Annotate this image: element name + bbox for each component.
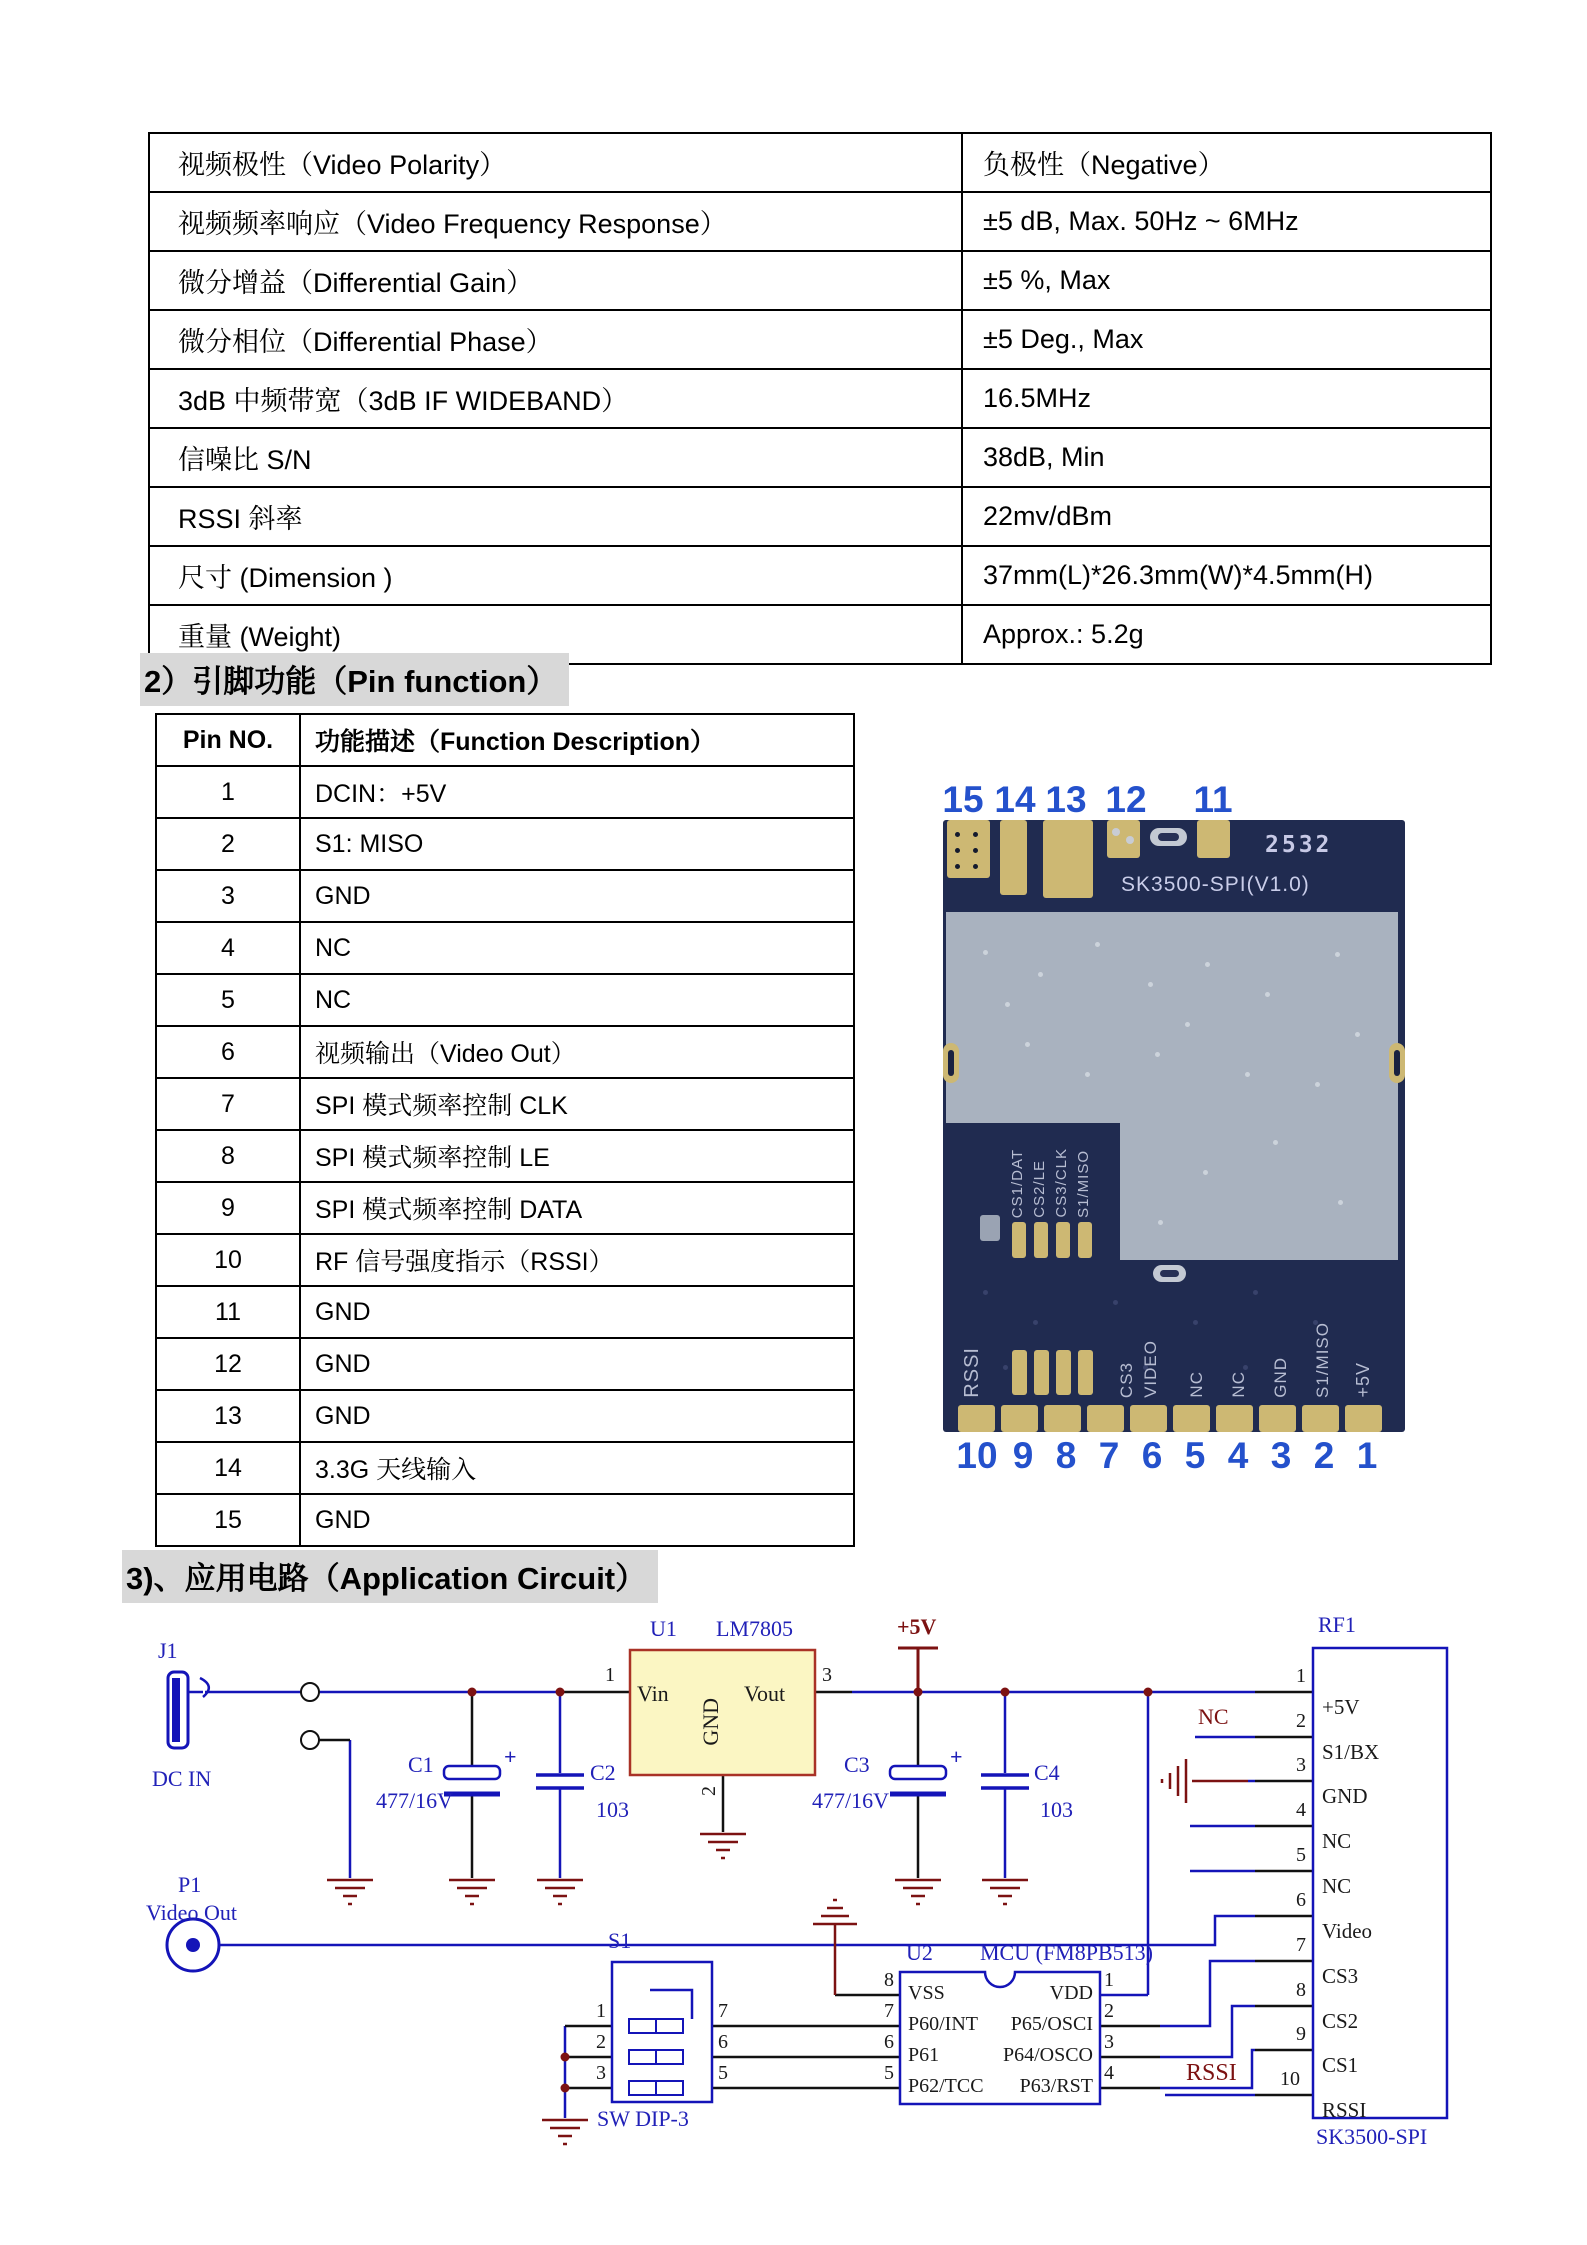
pcb-pin-number: 9 (1012, 1435, 1034, 1476)
u2-part-number: MCU (FM8PB513) (980, 1940, 1153, 1965)
u1-gnd-label: GND (698, 1698, 723, 1746)
pcb-pin-number: 14 (994, 779, 1036, 820)
rf1-pin-label: Video (1322, 1919, 1373, 1943)
c3-polarity: + (950, 1744, 963, 1769)
u2-pin-number: 5 (884, 2062, 894, 2084)
pcb-mid-pad-label: CS2/LE (1031, 1160, 1048, 1218)
pcb-pin-number: 5 (1184, 1435, 1206, 1476)
rf1-pin-label: CS1 (1322, 2053, 1359, 2077)
pcb-pad-label: CS3 (1117, 1361, 1136, 1398)
pin-desc: NC (300, 974, 854, 1026)
pin-no: 12 (156, 1338, 300, 1390)
c3-symbol (890, 1766, 946, 1794)
pcb-pin-number: 2 (1313, 1435, 1335, 1476)
pcb-pin-number: 4 (1227, 1435, 1249, 1476)
rf1-pin-label: GND (1322, 1784, 1368, 1808)
pcb-pad-label: NC (1187, 1371, 1206, 1398)
pin-no: 3 (156, 870, 300, 922)
pin-no: 13 (156, 1390, 300, 1442)
spec-name: RSSI 斜率 (149, 487, 962, 546)
c3-refdes: C3 (844, 1752, 870, 1777)
u2-pin-label: P61 (908, 2044, 940, 2066)
desc-col-header: 功能描述（Function Description） (300, 714, 854, 766)
rf1-pin-number: 6 (1296, 1889, 1306, 1911)
spec-value: 22mv/dBm (962, 487, 1491, 546)
u1-pin3-number: 3 (822, 1664, 832, 1686)
terminal-circle (301, 1731, 319, 1749)
pcb-pin-number: 1 (1356, 1435, 1378, 1476)
s1-part-label: SW DIP-3 (597, 2106, 689, 2131)
pcb-pin-number: 6 (1141, 1435, 1163, 1476)
pcb-mid-pad-label: S1/MISO (1075, 1150, 1092, 1218)
j1-refdes: J1 (158, 1638, 178, 1663)
pin-desc: SPI 模式频率控制 CLK (300, 1078, 854, 1130)
c1-refdes: C1 (408, 1752, 434, 1777)
pcb-mid-pad-label: CS1/DAT (1009, 1148, 1026, 1218)
pcb-pad-label: VIDEO (1141, 1340, 1160, 1398)
spec-name: 3dB 中频带宽（3dB IF WIDEBAND） (149, 369, 962, 428)
pin-desc: RF 信号强度指示（RSSI） (300, 1234, 854, 1286)
rf1-pin-number: 7 (1296, 1934, 1306, 1956)
spec-name: 重量 (Weight) (149, 605, 962, 664)
spec-name: 信噪比 S/N (149, 428, 962, 487)
pcb-pad-label: RSSI (961, 1347, 983, 1398)
pin-desc: NC (300, 922, 854, 974)
pin-desc: S1: MISO (300, 818, 854, 870)
pin-no: 2 (156, 818, 300, 870)
pin-no: 7 (156, 1078, 300, 1130)
pcb-silkscreen-title: SK3500-SPI(V1.0) (1121, 873, 1310, 896)
u1-vout-label: Vout (744, 1681, 786, 1706)
pcb-pin-number: 12 (1105, 779, 1147, 820)
pcb-pad-label: +5V (1353, 1362, 1373, 1398)
rf1-pin-label: NC (1322, 1829, 1352, 1853)
pcb-pad-label: S1/MISO (1313, 1322, 1332, 1398)
rf1-refdes: RF1 (1318, 1612, 1356, 1637)
pin-no: 15 (156, 1494, 300, 1546)
pcb-silkscreen-code: 2532 (1265, 832, 1333, 858)
pin-no: 10 (156, 1234, 300, 1286)
section-heading-application-circuit: 3)、应用电路（Application Circuit） (122, 1550, 658, 1603)
pin-no: 9 (156, 1182, 300, 1234)
spec-value: 16.5MHz (962, 369, 1491, 428)
spec-value: Approx.: 5.2g (962, 605, 1491, 664)
pin-col-header: Pin NO. (156, 714, 300, 766)
s1-pin-number: 2 (596, 2031, 606, 2053)
u2-pin-number: 6 (884, 2031, 894, 2053)
spec-name: 视频频率响应（Video Frequency Response） (149, 192, 962, 251)
c2-value: 103 (596, 1797, 629, 1822)
pin-no: 8 (156, 1130, 300, 1182)
spec-value: 38dB, Min (962, 428, 1491, 487)
vcc-symbol (898, 1648, 938, 1692)
dc-in-label: DC IN (152, 1766, 212, 1791)
rf1-pin-number: 1 (1296, 1665, 1306, 1687)
pin-desc: 视频输出（Video Out） (300, 1026, 854, 1078)
rf1-pin-number: 2 (1296, 1710, 1306, 1732)
spec-name: 尺寸 (Dimension ) (149, 546, 962, 605)
spec-value: 负极性（Negative） (962, 133, 1491, 192)
pcb-pin-number: 3 (1270, 1435, 1292, 1476)
rf1-pin-number: 10 (1280, 2068, 1300, 2090)
pin-no: 14 (156, 1442, 300, 1494)
u1-pin1-number: 1 (605, 1664, 615, 1686)
spec-name: 微分相位（Differential Phase） (149, 310, 962, 369)
s1-pin-number: 7 (718, 2000, 728, 2022)
u2-pin-label: P64/OSCO (1002, 2044, 1093, 2066)
u2-pin-number: 3 (1104, 2031, 1114, 2053)
rf1-pin-label: S1/BX (1322, 1740, 1380, 1764)
u2-pin-number: 1 (1104, 1969, 1114, 1991)
u2-refdes: U2 (906, 1940, 933, 1965)
u2-pin-number: 2 (1104, 2000, 1114, 2022)
c4-symbol (981, 1775, 1029, 1788)
rf1-pin-label: NC (1322, 1874, 1352, 1898)
pin-no: 4 (156, 922, 300, 974)
pin-desc: GND (300, 1338, 854, 1390)
u2-pin-label: P65/OSCI (1010, 2013, 1093, 2035)
pin-no: 1 (156, 766, 300, 818)
spec-name: 视频极性（Video Polarity） (149, 133, 962, 192)
spec-value: 37mm(L)*26.3mm(W)*4.5mm(H) (962, 546, 1491, 605)
u2-pin-label: P62/TCC (908, 2075, 984, 2097)
terminal-circle (301, 1683, 319, 1701)
pcb-pin-number: 7 (1098, 1435, 1120, 1476)
u2-pin-number: 7 (884, 2000, 894, 2022)
pcb-pin-number: 8 (1055, 1435, 1077, 1476)
pin-desc: SPI 模式频率控制 LE (300, 1130, 854, 1182)
pcb-pin-number: 10 (956, 1435, 998, 1476)
pin-desc: GND (300, 1286, 854, 1338)
u2-pin-label: VSS (908, 1982, 945, 2004)
c4-refdes: C4 (1034, 1760, 1060, 1785)
video-out-label: Video Out (146, 1900, 237, 1925)
u2-pin-label: VDD (1049, 1982, 1093, 2004)
section-heading-pin-function: 2）引脚功能（Pin function） (140, 653, 569, 706)
rf1-pin-number: 5 (1296, 1844, 1306, 1866)
u1-pin2-number: 2 (698, 1786, 720, 1796)
pin-desc: GND (300, 870, 854, 922)
c1-polarity: + (504, 1744, 517, 1769)
pcb-pad-label: NC (1229, 1371, 1248, 1398)
rssi-net-label: RSSI (1186, 2060, 1237, 2086)
u2-pin-number: 8 (884, 1969, 894, 1991)
spec-value: ±5 %, Max (962, 251, 1491, 310)
pin-no: 6 (156, 1026, 300, 1078)
s1-symbol (612, 1962, 712, 2102)
vcc-label: +5V (897, 1614, 937, 1639)
rf1-pin-label: CS2 (1322, 2009, 1359, 2033)
pcb-pad-label: GND (1271, 1357, 1290, 1398)
u1-part-number: LM7805 (716, 1616, 793, 1641)
s1-pin-number: 3 (596, 2062, 606, 2084)
pcb-pin-number: 11 (1193, 779, 1233, 820)
j1-symbol (168, 1672, 188, 1748)
c2-refdes: C2 (590, 1760, 616, 1785)
rf1-pin-number: 3 (1296, 1754, 1306, 1776)
spec-name: 微分增益（Differential Gain） (149, 251, 962, 310)
pcb-pin-number: 13 (1045, 779, 1087, 820)
pin-desc: 3.3G 天线输入 (300, 1442, 854, 1494)
rf1-pin-label: CS3 (1322, 1964, 1359, 1988)
rf1-pin-number: 9 (1296, 2023, 1306, 2045)
u2-pin-label: P60/INT (908, 2013, 978, 2035)
pin-desc: SPI 模式频率控制 DATA (300, 1182, 854, 1234)
pin-desc: GND (300, 1494, 854, 1546)
s1-pin-number: 1 (596, 2000, 606, 2022)
pin-desc: DCIN：+5V (300, 766, 854, 818)
pin-desc: GND (300, 1390, 854, 1442)
u2-pin-number: 4 (1104, 2062, 1114, 2084)
u1-refdes: U1 (650, 1616, 677, 1641)
p1-symbol (167, 1919, 219, 1971)
p1-refdes: P1 (178, 1872, 202, 1897)
pin-no: 5 (156, 974, 300, 1026)
rf1-pin-number: 8 (1296, 1979, 1306, 2001)
pcb-mid-pad-label: CS3/CLK (1053, 1148, 1070, 1218)
u1-vin-label: Vin (637, 1681, 669, 1706)
rf1-pin-label: RSSI (1322, 2098, 1367, 2122)
rf1-pin-number: 4 (1296, 1799, 1306, 1821)
c4-value: 103 (1040, 1797, 1073, 1822)
rf1-pin-label: +5V (1322, 1695, 1360, 1719)
c2-symbol (536, 1775, 584, 1788)
c1-value: 477/16V (376, 1788, 453, 1813)
s1-refdes: S1 (608, 1928, 632, 1953)
spec-value: ±5 dB, Max. 50Hz ~ 6MHz (962, 192, 1491, 251)
pin-no: 11 (156, 1286, 300, 1338)
rf1-part-label: SK3500-SPI (1316, 2124, 1428, 2149)
c3-value: 477/16V (812, 1788, 889, 1813)
nc-net-label: NC (1198, 1704, 1229, 1729)
s1-pin-number: 5 (718, 2062, 728, 2084)
u2-pin-label: P63/RST (1019, 2075, 1093, 2097)
spec-value: ±5 Deg., Max (962, 310, 1491, 369)
s1-pin-number: 6 (718, 2031, 728, 2053)
pcb-pin-number: 15 (942, 779, 984, 820)
